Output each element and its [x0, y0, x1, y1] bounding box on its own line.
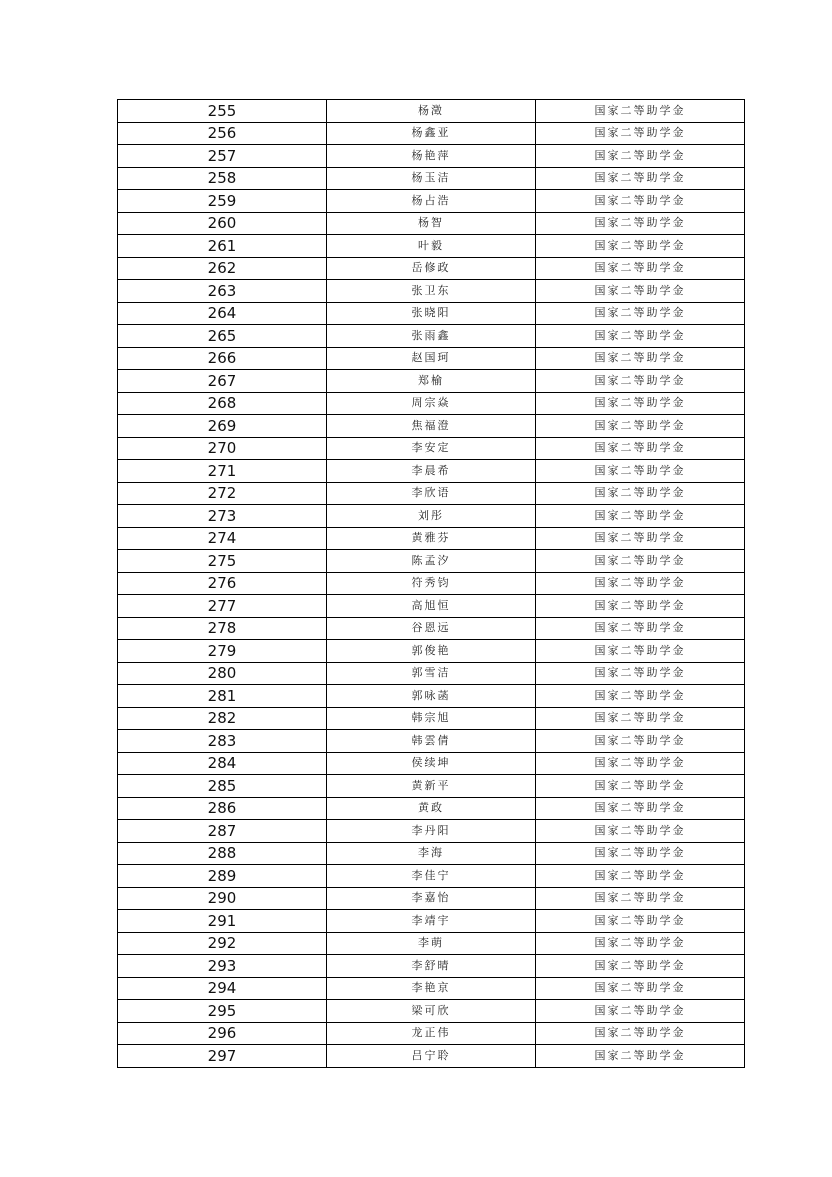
table-row [118, 460, 745, 483]
student-name-cell: 杨智 [327, 212, 536, 235]
table-row [118, 190, 745, 213]
row-number-cell: 281 [118, 685, 327, 708]
student-name-cell: 李嘉怡 [327, 887, 536, 910]
row-number-cell: 283 [118, 730, 327, 753]
student-name-cell: 岳修政 [327, 257, 536, 280]
row-number-cell: 264 [118, 302, 327, 325]
student-name-cell: 李萌 [327, 932, 536, 955]
award-type-cell: 国家二等助学金 [536, 955, 745, 978]
student-name-cell: 高旭恒 [327, 595, 536, 618]
award-type-cell: 国家二等助学金 [536, 122, 745, 145]
row-number-cell: 287 [118, 820, 327, 843]
award-type-cell: 国家二等助学金 [536, 280, 745, 303]
award-type-cell: 国家二等助学金 [536, 212, 745, 235]
award-type-cell: 国家二等助学金 [536, 505, 745, 528]
row-number-cell: 270 [118, 437, 327, 460]
row-number-cell: 262 [118, 257, 327, 280]
table-row [118, 977, 745, 1000]
award-type-cell: 国家二等助学金 [536, 775, 745, 798]
row-number-cell: 277 [118, 595, 327, 618]
table-row [118, 887, 745, 910]
table-body [118, 100, 745, 1068]
award-type-cell: 国家二等助学金 [536, 910, 745, 933]
award-type-cell: 国家二等助学金 [536, 415, 745, 438]
row-number-cell: 291 [118, 910, 327, 933]
award-type-cell: 国家二等助学金 [536, 167, 745, 190]
table-row [118, 707, 745, 730]
row-number-cell: 284 [118, 752, 327, 775]
student-name-cell: 郭雪洁 [327, 662, 536, 685]
student-name-cell: 符秀钧 [327, 572, 536, 595]
table-row [118, 1045, 745, 1068]
award-type-cell: 国家二等助学金 [536, 685, 745, 708]
award-type-cell: 国家二等助学金 [536, 797, 745, 820]
student-name-cell: 黄新平 [327, 775, 536, 798]
table-row [118, 955, 745, 978]
table-row [118, 370, 745, 393]
award-type-cell: 国家二等助学金 [536, 550, 745, 573]
table-row [118, 550, 745, 573]
student-name-cell: 韩雲倩 [327, 730, 536, 753]
award-type-cell: 国家二等助学金 [536, 302, 745, 325]
award-type-cell: 国家二等助学金 [536, 595, 745, 618]
student-name-cell: 焦福澄 [327, 415, 536, 438]
row-number-cell: 263 [118, 280, 327, 303]
table-row [118, 325, 745, 348]
table-row [118, 617, 745, 640]
table-row [118, 842, 745, 865]
student-name-cell: 龙正伟 [327, 1022, 536, 1045]
row-number-cell: 282 [118, 707, 327, 730]
table-row [118, 1000, 745, 1023]
row-number-cell: 285 [118, 775, 327, 798]
row-number-cell: 279 [118, 640, 327, 663]
award-type-cell: 国家二等助学金 [536, 1022, 745, 1045]
row-number-cell: 295 [118, 1000, 327, 1023]
student-name-cell: 韩宗旭 [327, 707, 536, 730]
table-row [118, 235, 745, 258]
student-name-cell: 张雨鑫 [327, 325, 536, 348]
row-number-cell: 258 [118, 167, 327, 190]
row-number-cell: 274 [118, 527, 327, 550]
row-number-cell: 275 [118, 550, 327, 573]
scholarship-table [117, 99, 745, 1068]
row-number-cell: 273 [118, 505, 327, 528]
table-row [118, 167, 745, 190]
row-number-cell: 266 [118, 347, 327, 370]
row-number-cell: 276 [118, 572, 327, 595]
award-type-cell: 国家二等助学金 [536, 190, 745, 213]
award-type-cell: 国家二等助学金 [536, 257, 745, 280]
student-name-cell: 周宗焱 [327, 392, 536, 415]
student-name-cell: 郑榆 [327, 370, 536, 393]
table-row [118, 302, 745, 325]
award-type-cell: 国家二等助学金 [536, 527, 745, 550]
table-row [118, 437, 745, 460]
award-type-cell: 国家二等助学金 [536, 145, 745, 168]
table-row [118, 505, 745, 528]
table-row [118, 212, 745, 235]
student-name-cell: 杨艳萍 [327, 145, 536, 168]
award-type-cell: 国家二等助学金 [536, 370, 745, 393]
row-number-cell: 267 [118, 370, 327, 393]
award-type-cell: 国家二等助学金 [536, 100, 745, 123]
row-number-cell: 265 [118, 325, 327, 348]
student-name-cell: 李舒晴 [327, 955, 536, 978]
row-number-cell: 261 [118, 235, 327, 258]
row-number-cell: 292 [118, 932, 327, 955]
award-type-cell: 国家二等助学金 [536, 1000, 745, 1023]
student-name-cell: 李欣语 [327, 482, 536, 505]
table-row [118, 775, 745, 798]
table-row [118, 482, 745, 505]
table-row [118, 910, 745, 933]
row-number-cell: 268 [118, 392, 327, 415]
award-type-cell: 国家二等助学金 [536, 572, 745, 595]
student-name-cell: 刘彤 [327, 505, 536, 528]
student-name-cell: 李丹阳 [327, 820, 536, 843]
table-row [118, 572, 745, 595]
table-row [118, 392, 745, 415]
award-type-cell: 国家二等助学金 [536, 617, 745, 640]
award-type-cell: 国家二等助学金 [536, 662, 745, 685]
award-type-cell: 国家二等助学金 [536, 437, 745, 460]
student-name-cell: 郭咏菡 [327, 685, 536, 708]
student-name-cell: 李艳京 [327, 977, 536, 1000]
award-type-cell: 国家二等助学金 [536, 820, 745, 843]
award-type-cell: 国家二等助学金 [536, 1045, 745, 1068]
student-name-cell: 杨澂 [327, 100, 536, 123]
row-number-cell: 297 [118, 1045, 327, 1068]
row-number-cell: 290 [118, 887, 327, 910]
table-row [118, 730, 745, 753]
row-number-cell: 260 [118, 212, 327, 235]
row-number-cell: 259 [118, 190, 327, 213]
table-row [118, 797, 745, 820]
student-name-cell: 张卫东 [327, 280, 536, 303]
award-type-cell: 国家二等助学金 [536, 707, 745, 730]
table-row [118, 640, 745, 663]
student-name-cell: 陈孟汐 [327, 550, 536, 573]
row-number-cell: 286 [118, 797, 327, 820]
award-type-cell: 国家二等助学金 [536, 977, 745, 1000]
row-number-cell: 288 [118, 842, 327, 865]
row-number-cell: 289 [118, 865, 327, 888]
award-type-cell: 国家二等助学金 [536, 730, 745, 753]
student-name-cell: 梁可欣 [327, 1000, 536, 1023]
student-name-cell: 李晨希 [327, 460, 536, 483]
row-number-cell: 256 [118, 122, 327, 145]
row-number-cell: 280 [118, 662, 327, 685]
student-name-cell: 张晓阳 [327, 302, 536, 325]
table-row [118, 595, 745, 618]
student-name-cell: 李靖宇 [327, 910, 536, 933]
award-type-cell: 国家二等助学金 [536, 235, 745, 258]
award-type-cell: 国家二等助学金 [536, 392, 745, 415]
student-name-cell: 叶毅 [327, 235, 536, 258]
table-row [118, 1022, 745, 1045]
table-row [118, 280, 745, 303]
award-type-cell: 国家二等助学金 [536, 325, 745, 348]
award-type-cell: 国家二等助学金 [536, 752, 745, 775]
award-type-cell: 国家二等助学金 [536, 347, 745, 370]
award-type-cell: 国家二等助学金 [536, 482, 745, 505]
award-type-cell: 国家二等助学金 [536, 460, 745, 483]
student-name-cell: 郭俊艳 [327, 640, 536, 663]
table-row [118, 257, 745, 280]
table-row [118, 820, 745, 843]
row-number-cell: 271 [118, 460, 327, 483]
row-number-cell: 293 [118, 955, 327, 978]
award-type-cell: 国家二等助学金 [536, 932, 745, 955]
row-number-cell: 294 [118, 977, 327, 1000]
table-row [118, 145, 745, 168]
table-row [118, 415, 745, 438]
student-name-cell: 杨鑫亚 [327, 122, 536, 145]
award-type-cell: 国家二等助学金 [536, 640, 745, 663]
student-name-cell: 李佳宁 [327, 865, 536, 888]
row-number-cell: 296 [118, 1022, 327, 1045]
table-row [118, 685, 745, 708]
table-row [118, 865, 745, 888]
row-number-cell: 272 [118, 482, 327, 505]
table-row [118, 662, 745, 685]
award-type-cell: 国家二等助学金 [536, 865, 745, 888]
student-name-cell: 谷恩远 [327, 617, 536, 640]
table-row [118, 100, 745, 123]
student-name-cell: 杨玉洁 [327, 167, 536, 190]
student-name-cell: 赵国珂 [327, 347, 536, 370]
table-row [118, 122, 745, 145]
table-row [118, 932, 745, 955]
table-row [118, 527, 745, 550]
student-name-cell: 李安定 [327, 437, 536, 460]
table-row [118, 752, 745, 775]
table-row [118, 347, 745, 370]
row-number-cell: 257 [118, 145, 327, 168]
row-number-cell: 278 [118, 617, 327, 640]
row-number-cell: 269 [118, 415, 327, 438]
student-name-cell: 杨占浩 [327, 190, 536, 213]
student-name-cell: 侯续坤 [327, 752, 536, 775]
row-number-cell: 255 [118, 100, 327, 123]
student-name-cell: 李海 [327, 842, 536, 865]
student-name-cell: 吕宁聆 [327, 1045, 536, 1068]
award-type-cell: 国家二等助学金 [536, 887, 745, 910]
award-type-cell: 国家二等助学金 [536, 842, 745, 865]
student-name-cell: 黄政 [327, 797, 536, 820]
student-name-cell: 黄雅芬 [327, 527, 536, 550]
